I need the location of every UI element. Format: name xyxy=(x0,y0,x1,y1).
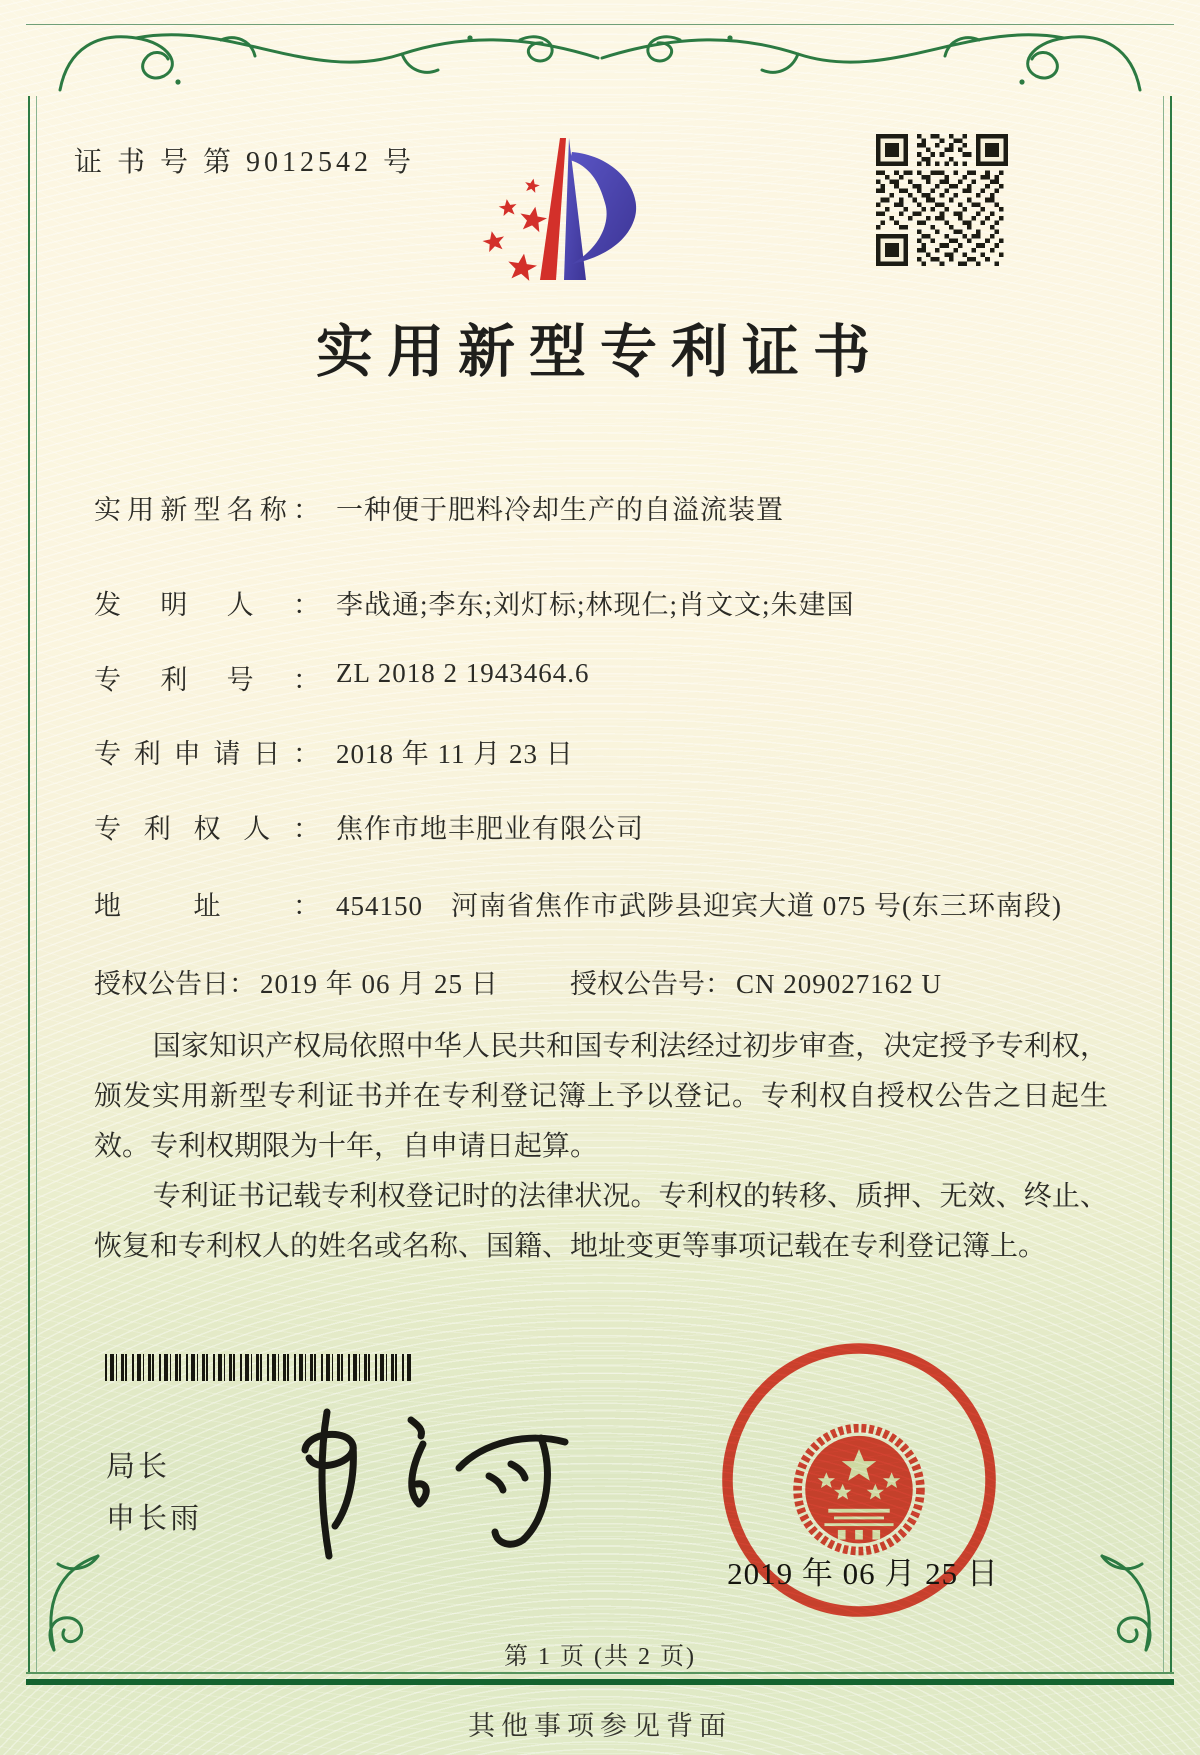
field-label: 实用新型名称： xyxy=(94,495,320,525)
bottom-thick-rule xyxy=(26,1679,1174,1685)
certificate-title: 实用新型专利证书 xyxy=(316,321,884,384)
field-row-inventors xyxy=(94,583,1114,622)
field-label: 专利权人： xyxy=(94,814,320,844)
grant-number-value: CN 209027162 U xyxy=(736,969,943,999)
handwritten-signature-icon xyxy=(283,1398,583,1573)
field-label: 专利号： xyxy=(94,665,320,695)
field-row-filing-date xyxy=(94,732,1114,771)
grant-number-label: 授权公告号： xyxy=(570,969,732,999)
commissioner-name: 申长雨 xyxy=(106,1503,203,1535)
field-row-address xyxy=(94,884,1114,923)
commissioner-title: 局长 xyxy=(106,1451,171,1483)
field-value: 焦作市地丰肥业有限公司 xyxy=(336,814,644,844)
page-indicator: 第 1 页 (共 2 页) xyxy=(504,1644,696,1670)
legal-text-block xyxy=(94,1022,1108,1272)
field-value: ZL 2018 2 1943464.6 xyxy=(336,658,590,688)
seal-date: 2019 年 06 月 25 日 xyxy=(727,1556,999,1591)
qr-code-icon xyxy=(876,134,1008,266)
field-label: 发明人： xyxy=(94,590,320,620)
legal-paragraph-2: 专利证书记载专利权登记时的法律状况。专利权的转移、质押、无效、终止、恢复和专利权人的姓名或名称、国籍、地址变更等事项记载在专利登记簿上。 xyxy=(94,1181,1108,1262)
barcode-icon xyxy=(105,1354,413,1381)
field-value: 一种便于肥料冷却生产的自溢流装置 xyxy=(336,495,784,525)
certificate-number: 证 书 号 第 9012542 号 xyxy=(74,147,416,178)
field-row-patent-number xyxy=(94,658,1114,697)
field-row-grant xyxy=(94,962,1114,1001)
field-value: 2018 年 11 月 23 日 xyxy=(336,739,574,769)
grant-date-value: 2019 年 06 月 25 日 xyxy=(260,969,499,999)
bottom-thin-rule xyxy=(26,1672,1174,1674)
field-label: 地址： xyxy=(94,891,320,921)
field-value: 李战通;李东;刘灯标;林现仁;肖文文;朱建国 xyxy=(336,590,855,620)
national-emblem-icon xyxy=(798,1428,921,1551)
field-value: 454150 河南省焦作市武陟县迎宾大道 075 号(东三环南段) xyxy=(336,891,1062,921)
grant-date-label: 授权公告日： xyxy=(94,969,256,999)
back-side-note: 其他事项参见背面 xyxy=(468,1711,732,1741)
cnipa-patent-logo-icon xyxy=(448,120,678,305)
legal-paragraph-1: 国家知识产权局依照中华人民共和国专利法经过初步审查，决定授予专利权，颁发实用新型专利证书并在专利登记簿上予以登记。专利权自授权公告之日起生效。专利权期限为十年，自申请日起算。 xyxy=(94,1031,1108,1162)
field-row-utility-model-name xyxy=(94,488,1114,527)
top-scroll-ornament-icon xyxy=(50,18,1150,104)
field-label: 专利申请日： xyxy=(94,739,320,769)
field-row-patentee xyxy=(94,807,1114,846)
